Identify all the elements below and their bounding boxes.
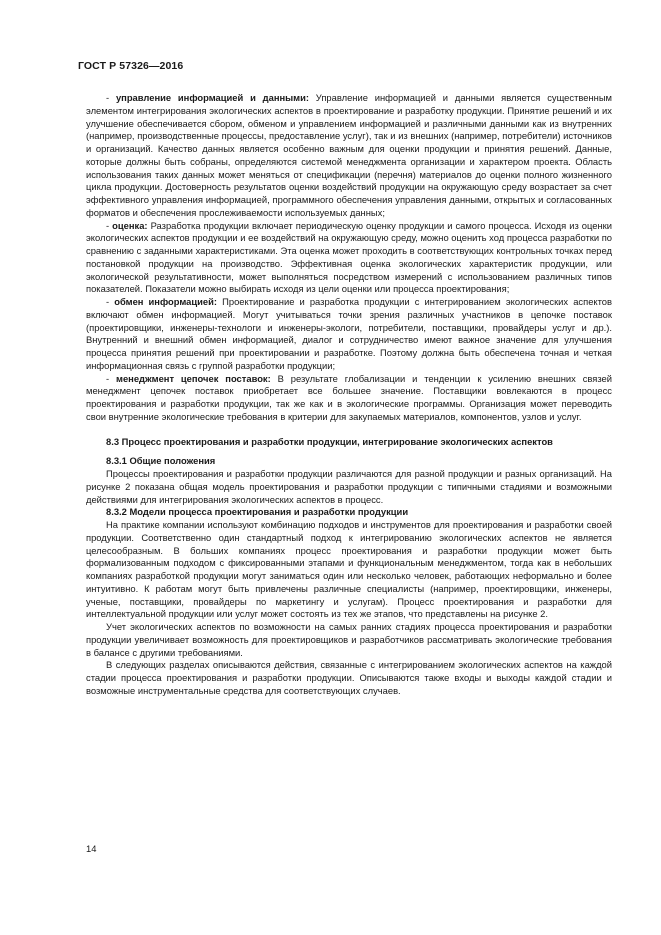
paragraph: Процессы проектирования и разработки продукции различаются для разной продукции и разных организаций. На рисунке 2 показана общая модель проектирования и разработки продукции с типичными стадиями и возможными действиями для интегрирования экологических аспектов в процесс. (86, 468, 612, 505)
page-number: 14 (86, 843, 97, 854)
list-item: - управление информацией и данными: Управление информацией и данными является существенным элементом интегрирования экологических аспектов в проектирование и разработку продукции. Принятие решений и их улучшение обеспечивается сбором, обменом и управлением информацией и различными данными как из внутренних (например, производственные процессы, предоставление услуг), так и из внешних (например, потребители) источников и организаций. Качество данных является особенно важным для оценки продукции и принятия решений. Данные, которые должны быть собраны, определяются системой менеджмента организации и характером проекта. Область использования таких данных может меняться от спецификации (перечня) материалов до оценки полного жизненного цикла продукции. Достоверность результатов оценки воздействий продукции на окружающую среду возрастает за счет эффективного управления информацией, программного обеспечения управления данными, открытых и согласованных форматов и обеспечения прослеживаемости используемых данных; (86, 92, 612, 218)
list-item: - обмен информацией: Проектирование и разработка продукции с интегрированием экологических аспектов включают обмен информацией. Могут учитываться точки зрения различных участников в цепочке поставок (проектировщики, инженеры-технологи и инженеры-экологи, потребители, поставщики, провайдеры услуг и др.). Внутренний и внешний обмен информацией, диалог и сотрудничество имеют важное значение для улучшения процесса принятия решений при проектировании и разработке. Поэтому должна быть обеспечена точная и четкая информационная связь с группой разработки продукции; (86, 296, 612, 371)
list-item-text: В результате глобализации и тенденции к усилению внешних связей менеджмент цепочек поставок приобретает все большее значение. Поставщики вовлекаются в процесс проектирования и разработки продукции, так же как и в экологические программы. Организация может переводить свои внутренние экологические требования в критерии для закупаемых материалов, компонентов, узлов и услуг. (86, 372, 613, 422)
subsection-heading-8-3-2: 8.3.2 Модели процесса проектирования и разработки продукции (106, 506, 409, 518)
paragraph: В следующих разделах описываются действия, связанные с интегрированием экологических аспектов на каждой стадии процесса проектирования и разработки продукции. Описываются также входы и выходы каждой стадии и возможные инструментальные средства для соответствующих случаев. (86, 659, 612, 696)
section-heading-8-3: 8.3 Процесс проектирования и разработки продукции, интегрирование экологических аспектов (106, 435, 553, 447)
subsection-heading-8-3-1: 8.3.1 Общие положения (106, 455, 216, 467)
list-item-text: Проектирование и разработка продукции с интегрированием экологических аспектов включают обмен информацией. Могут учитываться точки зрения различных участников в цепочке поставок (проектировщики, инженеры-технологи и инженеры-экологи, потребители, поставщики, провайдеры услуг и др.). Внутренний и внешний обмен информацией, диалог и сотрудничество имеют важное значение для улучшения процесса принятия решений при проектировании и разработке. Поэтому должна быть обеспечена точная и четкая информационная связь с группой разработки продукции; (86, 296, 612, 371)
paragraph: Учет экологических аспектов по возможности на самых ранних стадиях процесса проектирования и разработки продукции увеличивает возможность для проектировщиков и разработчиков рассматривать экологические требования в балансе с другими требованиями. (86, 621, 612, 658)
document-header: ГОСТ Р 57326—2016 (78, 60, 184, 72)
list-item: - менеджмент цепочек поставок: В результате глобализации и тенденции к усилению внешних связей менеджмент цепочек поставок приобретает все большее значение. Поставщики вовлекаются в процесс проектирования и разработки продукции, так же как и в экологические программы. Организация может переводить свои внутренние экологические требования в критерии для закупаемых материалов, компонентов, узлов и услуг. (86, 372, 613, 422)
document-body (86, 92, 612, 698)
list-item-term: управление информацией и данными: (115, 92, 309, 103)
list-item-term: менеджмент цепочек поставок: (116, 372, 271, 384)
paragraph: На практике компании используют комбинацию подходов и инструментов для проектирования и разработки своей продукции. Соответственно один стандартный подход к интегрированию экологических аспектов не является целесообразным. В больших компаниях процесс проектирования и разработки продукции может быть формализованным подходом с фиксированными этапами и функциональным менеджментом, тогда как в небольших компаниях разработкой продукции могут заниматься один или несколько человек, работающих неформально и более интуитивно. К работам могут быть привлечены различные специалисты (например, проектировщики, инженеры, ученые, поставщики, провайдеры по маркетингу и услугам). Процесс проектирования и разработки для интеллектуальной продукции или услуг может состоять из тех же этапов, что представлены на рисунке 2. (86, 519, 612, 620)
list-item-term: оценка: (112, 219, 148, 231)
list-item-text: Разработка продукции включает периодическую оценку продукции и самого процесса. Исходя из оценки экологических аспектов продукции и ее воздействий на окружающую среду, можно оценить ход процесса разработки по сравнению с заданными характеристиками. Эта оценка может проходить в соответствующих контрольных точках перед постановкой продукции на производство. Эффективная оценка экологических характеристик продукции, или экологической результативности, может выполняться посредством измерений с использованием различных типов показателей. Показатели можно выбирать исходя из цели оценки или процесса проектирования; (86, 219, 613, 295)
list-item-text: Управление информацией и данными является существенным элементом интегрирования экологических аспектов в проектирование и разработку продукции. Принятие решений и их улучшение обеспечивается сбором, обменом и управлением информацией и различными данными как из внутренних (например, производственные процессы, предоставление услуг), так и из внешних (например, потребители) источников и организаций. Качество данных является особенно важным для оценки продукции и принятия решений. Данные, которые должны быть собраны, определяются системой менеджмента организации и характером проекта. Область использования таких данных может меняться от спецификации (перечня) материалов до оценки полного жизненного цикла продукции. Достоверность результатов оценки воздействий продукции на окружающую среду возрастает за счет эффективного управления информацией, программного обеспечения управления данными, открытых и согласованных форматов и обеспечения прослеживаемости используемых данных; (86, 92, 612, 218)
list-item-term: обмен информацией: (114, 296, 218, 307)
list-item: - оценка: Разработка продукции включает периодическую оценку продукции и самого процесса. Исходя из оценки экологических аспектов продукции и ее воздействий на окружающую среду, можно оценить ход процесса разработки по сравнению с заданными характеристиками. Эта оценка может проходить в соответствующих контрольных точках перед постановкой продукции на производство. Эффективная оценка экологических характеристик продукции, или экологической результативности, может выполняться посредством измерений с использованием различных типов показателей. Показатели можно выбирать исходя из цели оценки или процесса проектирования; (86, 219, 613, 295)
